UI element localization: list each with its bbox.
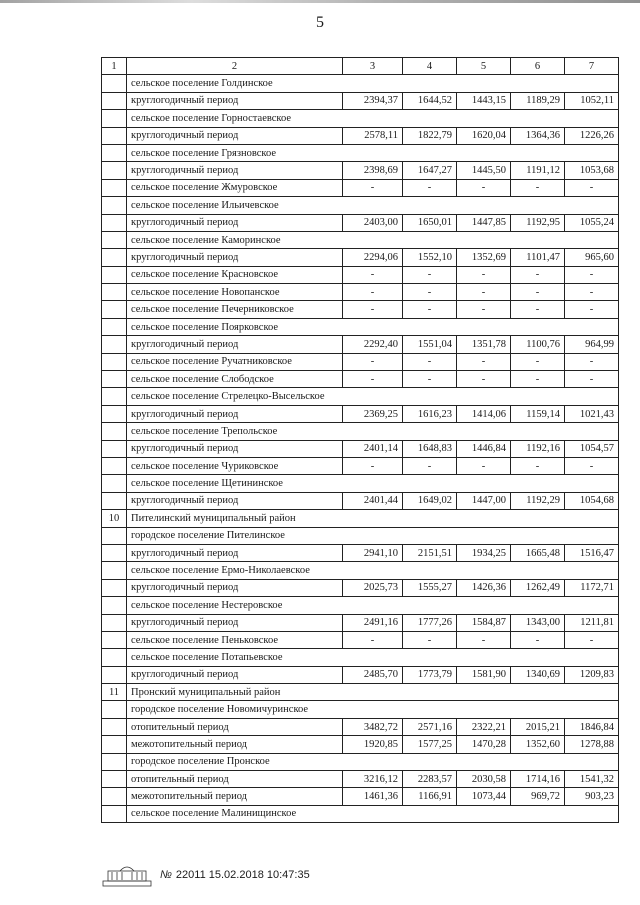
row-number-cell — [102, 753, 127, 770]
row-number-cell — [102, 388, 127, 405]
value-cell: 2292,40 — [343, 336, 403, 353]
value-cell: 2398,69 — [343, 162, 403, 179]
row-number-cell — [102, 666, 127, 683]
row-number-cell — [102, 579, 127, 596]
value-cell: - — [343, 179, 403, 196]
row-label: межотопительный период — [127, 788, 343, 805]
value-cell: 2015,21 — [511, 718, 565, 735]
table-row — [102, 614, 619, 631]
value-cell: 1351,78 — [457, 336, 511, 353]
value-cell: - — [457, 631, 511, 648]
settlement-row — [102, 110, 619, 127]
row-label: круглогодичный период — [127, 666, 343, 683]
value-cell: - — [343, 457, 403, 474]
row-number-cell — [102, 423, 127, 440]
table-row — [102, 492, 619, 509]
registration-footer — [102, 862, 310, 888]
reg-number: 22011 — [175, 869, 206, 881]
value-cell: 2151,51 — [403, 544, 457, 561]
value-cell: 2401,44 — [343, 492, 403, 509]
settlement-row — [102, 649, 619, 666]
row-label: круглогодичный период — [127, 492, 343, 509]
row-label: круглогодичный период — [127, 440, 343, 457]
col-header: 2 — [127, 58, 343, 75]
value-cell: 1343,00 — [511, 614, 565, 631]
row-label: сельское поселение Ермо-Николаевское — [127, 562, 619, 579]
value-cell: 1777,26 — [403, 614, 457, 631]
row-number-cell — [102, 405, 127, 422]
row-number-cell — [102, 336, 127, 353]
value-cell: - — [457, 179, 511, 196]
value-cell: 2491,16 — [343, 614, 403, 631]
row-label: городское поселение Новомичуринское — [127, 701, 619, 718]
table-row — [102, 162, 619, 179]
table-row — [102, 301, 619, 318]
row-number-cell — [102, 75, 127, 92]
value-cell: 1053,68 — [565, 162, 619, 179]
value-cell: - — [343, 266, 403, 283]
row-number-cell — [102, 284, 127, 301]
value-cell: 1920,85 — [343, 736, 403, 753]
value-cell: - — [511, 457, 565, 474]
table-row — [102, 214, 619, 231]
row-label: сельское поселение Ильичевское — [127, 197, 619, 214]
value-cell: 1352,69 — [457, 249, 511, 266]
value-cell: 2322,21 — [457, 718, 511, 735]
row-label: сельское поселение Малинищинское — [127, 805, 619, 822]
row-label: круглогодичный период — [127, 162, 343, 179]
settlement-row — [102, 197, 619, 214]
value-cell: 1552,10 — [403, 249, 457, 266]
row-label: сельское поселение Печерниковское — [127, 301, 343, 318]
row-number-cell — [102, 231, 127, 248]
row-number-cell — [102, 597, 127, 614]
value-cell: 1644,52 — [403, 92, 457, 109]
value-cell: 1192,95 — [511, 214, 565, 231]
table-body — [102, 58, 619, 823]
value-cell: 1616,23 — [403, 405, 457, 422]
value-cell: 2025,73 — [343, 579, 403, 596]
value-cell: - — [457, 266, 511, 283]
row-label: сельское поселение Поярковское — [127, 318, 619, 335]
settlement-row — [102, 318, 619, 335]
value-cell: - — [457, 457, 511, 474]
row-number-cell — [102, 371, 127, 388]
page-number: 5 — [316, 14, 324, 31]
row-label: сельское поселение Голдинское — [127, 75, 619, 92]
value-cell: - — [565, 179, 619, 196]
value-cell: 2030,58 — [457, 771, 511, 788]
value-cell: 1054,68 — [565, 492, 619, 509]
value-cell: - — [403, 179, 457, 196]
value-cell: 1714,16 — [511, 771, 565, 788]
col-header: 5 — [457, 58, 511, 75]
value-cell: - — [457, 301, 511, 318]
number-sign: № — [160, 869, 172, 881]
value-cell: 1447,00 — [457, 492, 511, 509]
value-cell: - — [565, 284, 619, 301]
table-row — [102, 284, 619, 301]
row-number-cell — [102, 92, 127, 109]
value-cell: 1189,29 — [511, 92, 565, 109]
value-cell: 1364,36 — [511, 127, 565, 144]
value-cell: 1073,44 — [457, 788, 511, 805]
value-cell: 1209,83 — [565, 666, 619, 683]
value-cell: 1934,25 — [457, 544, 511, 561]
value-cell: 1649,02 — [403, 492, 457, 509]
value-cell: 965,60 — [565, 249, 619, 266]
value-cell: 1648,83 — [403, 440, 457, 457]
row-label: сельское поселение Чуриковское — [127, 457, 343, 474]
col-header: 6 — [511, 58, 565, 75]
table-row — [102, 336, 619, 353]
value-cell: - — [511, 179, 565, 196]
value-cell: 1445,50 — [457, 162, 511, 179]
row-label: круглогодичный период — [127, 336, 343, 353]
row-label: сельское поселение Каморинское — [127, 231, 619, 248]
value-cell: 2485,70 — [343, 666, 403, 683]
value-cell: 1191,12 — [511, 162, 565, 179]
value-cell: - — [457, 284, 511, 301]
settlement-row — [102, 231, 619, 248]
value-cell: 1577,25 — [403, 736, 457, 753]
value-cell: 2571,16 — [403, 718, 457, 735]
settlement-row — [102, 562, 619, 579]
value-cell: - — [511, 631, 565, 648]
table-row — [102, 440, 619, 457]
row-number-cell — [102, 144, 127, 161]
value-cell: 2941,10 — [343, 544, 403, 561]
settlement-row — [102, 527, 619, 544]
value-cell: - — [403, 266, 457, 283]
col-header: 7 — [565, 58, 619, 75]
row-label: сельское поселение Новопанское — [127, 284, 343, 301]
table-row — [102, 666, 619, 683]
row-label: отопительный период — [127, 771, 343, 788]
value-cell: 1159,14 — [511, 405, 565, 422]
value-cell: - — [403, 284, 457, 301]
table-row — [102, 771, 619, 788]
row-label: сельское поселение Жмуровское — [127, 179, 343, 196]
value-cell: 1551,04 — [403, 336, 457, 353]
row-number-cell — [102, 440, 127, 457]
value-cell: - — [565, 631, 619, 648]
value-cell: 969,72 — [511, 788, 565, 805]
table-row — [102, 127, 619, 144]
table-row — [102, 249, 619, 266]
value-cell: - — [565, 371, 619, 388]
value-cell: - — [511, 371, 565, 388]
value-cell: 1192,16 — [511, 440, 565, 457]
value-cell: - — [403, 631, 457, 648]
value-cell: 964,99 — [565, 336, 619, 353]
row-label: круглогодичный период — [127, 92, 343, 109]
row-label: межотопительный период — [127, 736, 343, 753]
row-label: сельское поселение Горностаевское — [127, 110, 619, 127]
value-cell: 1414,06 — [457, 405, 511, 422]
settlement-row — [102, 475, 619, 492]
row-label: сельское поселение Потапьевское — [127, 649, 619, 666]
value-cell: 1541,32 — [565, 771, 619, 788]
value-cell: 1584,87 — [457, 614, 511, 631]
value-cell: 1846,84 — [565, 718, 619, 735]
value-cell: 2369,25 — [343, 405, 403, 422]
table-row — [102, 544, 619, 561]
value-cell: 3216,12 — [343, 771, 403, 788]
table-row — [102, 405, 619, 422]
value-cell: 1620,04 — [457, 127, 511, 144]
row-label: круглогодичный период — [127, 214, 343, 231]
section-row — [102, 510, 619, 527]
row-number-cell — [102, 527, 127, 544]
value-cell: - — [343, 284, 403, 301]
table-row — [102, 92, 619, 109]
row-label: сельское поселение Стрелецко-Высельское — [127, 388, 619, 405]
value-cell: 1192,29 — [511, 492, 565, 509]
value-cell: 1446,84 — [457, 440, 511, 457]
value-cell: 1262,49 — [511, 579, 565, 596]
value-cell: - — [343, 631, 403, 648]
row-label: круглогодичный период — [127, 544, 343, 561]
row-number-cell — [102, 457, 127, 474]
row-number-cell — [102, 249, 127, 266]
col-header: 4 — [403, 58, 457, 75]
value-cell: 2401,14 — [343, 440, 403, 457]
value-cell: 1822,79 — [403, 127, 457, 144]
value-cell: 1665,48 — [511, 544, 565, 561]
value-cell: 1461,36 — [343, 788, 403, 805]
value-cell: - — [343, 353, 403, 370]
row-number-cell — [102, 110, 127, 127]
row-number-cell — [102, 266, 127, 283]
value-cell: 1650,01 — [403, 214, 457, 231]
district-name: Пителинский муниципальный район — [127, 510, 619, 527]
row-number-cell — [102, 701, 127, 718]
row-label: сельское поселение Щетининское — [127, 475, 619, 492]
row-label: сельское поселение Ручатниковское — [127, 353, 343, 370]
row-number-cell — [102, 318, 127, 335]
registration-number — [160, 869, 310, 881]
row-number-cell — [102, 718, 127, 735]
settlement-row — [102, 701, 619, 718]
scan-edge — [0, 0, 640, 3]
row-label: круглогодичный период — [127, 614, 343, 631]
value-cell: 2403,00 — [343, 214, 403, 231]
row-number-cell: 10 — [102, 510, 127, 527]
value-cell: 2394,37 — [343, 92, 403, 109]
value-cell: - — [457, 371, 511, 388]
row-label: круглогодичный период — [127, 405, 343, 422]
value-cell: 1054,57 — [565, 440, 619, 457]
col-header: 3 — [343, 58, 403, 75]
row-number-cell — [102, 301, 127, 318]
settlement-row — [102, 805, 619, 822]
value-cell: 1278,88 — [565, 736, 619, 753]
district-name: Пронский муниципальный район — [127, 684, 619, 701]
row-number-cell — [102, 544, 127, 561]
row-number-cell — [102, 162, 127, 179]
row-number-cell — [102, 492, 127, 509]
value-cell: 1555,27 — [403, 579, 457, 596]
settlement-row — [102, 753, 619, 770]
value-cell: - — [343, 371, 403, 388]
value-cell: 3482,72 — [343, 718, 403, 735]
value-cell: 1166,91 — [403, 788, 457, 805]
value-cell: - — [565, 301, 619, 318]
table-row — [102, 266, 619, 283]
value-cell: - — [565, 266, 619, 283]
value-cell: 2283,57 — [403, 771, 457, 788]
table-row — [102, 788, 619, 805]
value-cell: - — [457, 353, 511, 370]
row-label: городское поселение Пронское — [127, 753, 619, 770]
value-cell: 1443,15 — [457, 92, 511, 109]
value-cell: - — [565, 457, 619, 474]
row-label: городское поселение Пителинское — [127, 527, 619, 544]
row-number-cell — [102, 562, 127, 579]
value-cell: 2578,11 — [343, 127, 403, 144]
row-number-cell — [102, 788, 127, 805]
value-cell: 1470,28 — [457, 736, 511, 753]
value-cell: 1055,24 — [565, 214, 619, 231]
row-label: круглогодичный период — [127, 127, 343, 144]
row-number-cell — [102, 127, 127, 144]
row-label: сельское поселение Нестеровское — [127, 597, 619, 614]
value-cell: 1647,27 — [403, 162, 457, 179]
value-cell: 1021,43 — [565, 405, 619, 422]
table-row — [102, 457, 619, 474]
table-row — [102, 718, 619, 735]
reg-datetime: 15.02.2018 10:47:35 — [208, 869, 310, 881]
row-label: круглогодичный период — [127, 249, 343, 266]
value-cell: 2294,06 — [343, 249, 403, 266]
row-label: сельское поселение Красновское — [127, 266, 343, 283]
value-cell: - — [403, 371, 457, 388]
value-cell: - — [403, 301, 457, 318]
tariff-table — [101, 57, 619, 823]
row-label: круглогодичный период — [127, 579, 343, 596]
row-label: сельское поселение Пеньковское — [127, 631, 343, 648]
row-number-cell — [102, 179, 127, 196]
value-cell: 903,23 — [565, 788, 619, 805]
table-row — [102, 631, 619, 648]
value-cell: 1052,11 — [565, 92, 619, 109]
value-cell: - — [565, 353, 619, 370]
row-number-cell: 11 — [102, 684, 127, 701]
settlement-row — [102, 388, 619, 405]
row-label: сельское поселение Трепольское — [127, 423, 619, 440]
col-header: 1 — [102, 58, 127, 75]
row-number-cell — [102, 631, 127, 648]
section-row — [102, 684, 619, 701]
row-number-cell — [102, 353, 127, 370]
row-number-cell — [102, 771, 127, 788]
value-cell: 1426,36 — [457, 579, 511, 596]
value-cell: 1101,47 — [511, 249, 565, 266]
value-cell: 1226,26 — [565, 127, 619, 144]
row-number-cell — [102, 197, 127, 214]
value-cell: - — [511, 301, 565, 318]
row-number-cell — [102, 736, 127, 753]
value-cell: 1773,79 — [403, 666, 457, 683]
value-cell: 1581,90 — [457, 666, 511, 683]
table-header-row — [102, 58, 619, 75]
value-cell: - — [403, 353, 457, 370]
table-row — [102, 179, 619, 196]
row-number-cell — [102, 475, 127, 492]
settlement-row — [102, 423, 619, 440]
row-label: сельское поселение Грязновское — [127, 144, 619, 161]
value-cell: - — [511, 266, 565, 283]
value-cell: 1516,47 — [565, 544, 619, 561]
value-cell: 1211,81 — [565, 614, 619, 631]
row-label: сельское поселение Слободское — [127, 371, 343, 388]
value-cell: - — [511, 284, 565, 301]
value-cell: 1352,60 — [511, 736, 565, 753]
building-stamp-icon — [102, 863, 152, 887]
settlement-row — [102, 597, 619, 614]
row-label: отопительный период — [127, 718, 343, 735]
row-number-cell — [102, 805, 127, 822]
settlement-row — [102, 75, 619, 92]
table-row — [102, 736, 619, 753]
value-cell: 1447,85 — [457, 214, 511, 231]
value-cell: - — [343, 301, 403, 318]
table-row — [102, 579, 619, 596]
table-row — [102, 353, 619, 370]
value-cell: 1172,71 — [565, 579, 619, 596]
row-number-cell — [102, 649, 127, 666]
value-cell: 1340,69 — [511, 666, 565, 683]
row-number-cell — [102, 214, 127, 231]
value-cell: 1100,76 — [511, 336, 565, 353]
settlement-row — [102, 144, 619, 161]
table-row — [102, 371, 619, 388]
row-number-cell — [102, 614, 127, 631]
value-cell: - — [403, 457, 457, 474]
value-cell: - — [511, 353, 565, 370]
